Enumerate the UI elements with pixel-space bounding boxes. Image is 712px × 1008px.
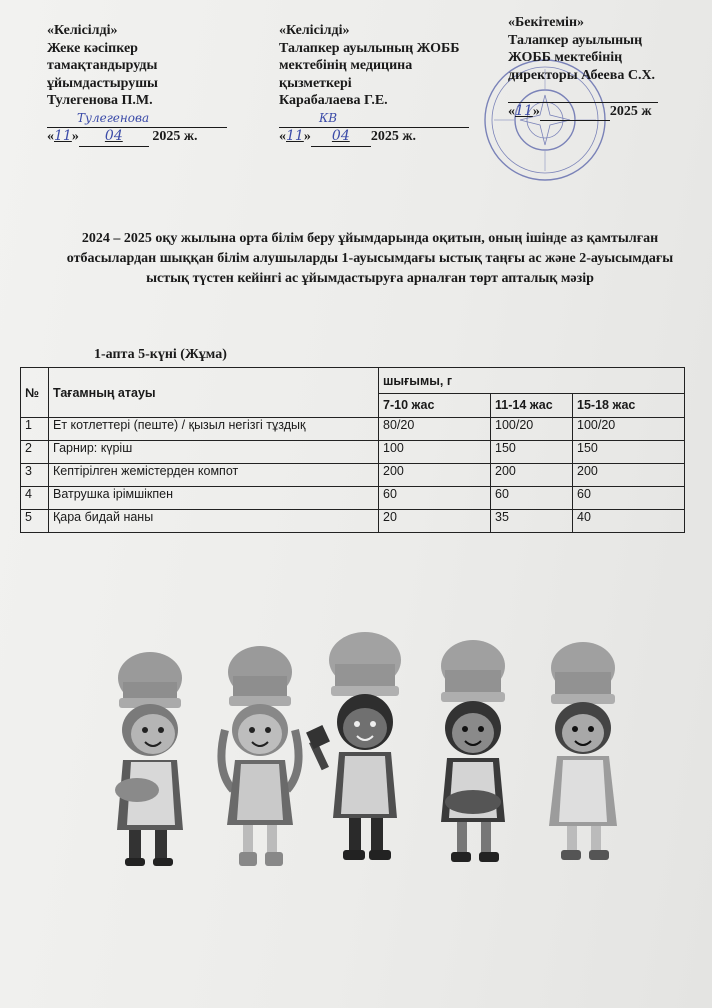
header-dish-name: Тағамның атауы [49, 368, 379, 418]
cell-yield: 150 [573, 441, 685, 464]
signature-line [279, 110, 469, 129]
approval-heading: «Келісілді» [279, 23, 350, 38]
cell-yield: 100/20 [573, 418, 685, 441]
handwritten-signature: КВ [319, 110, 338, 125]
approval-line: қызметкері [279, 75, 352, 91]
date-day: 11 [286, 128, 304, 144]
cell-dish-name: Ет котлеттері (пеште) / қызыл негізгі тұздық [49, 418, 379, 441]
header-age-group: 7-10 жас [379, 394, 491, 418]
table-row [21, 510, 685, 533]
children-chefs-illustration [95, 630, 665, 880]
date-day: 11 [54, 128, 72, 144]
cell-dish-name: Гарнир: күріш [49, 441, 379, 464]
approval-date: «11» 04 2025 ж. [279, 128, 469, 147]
date-year: 2025 ж [609, 103, 652, 119]
header-yield: шығымы, г [379, 368, 685, 394]
signature-line [508, 84, 658, 103]
cell-yield: 200 [491, 464, 573, 487]
cell-yield: 200 [379, 464, 491, 487]
date-year: 2025 ж. [370, 129, 416, 144]
approval-date: «11» 2025 ж [508, 103, 658, 122]
approval-line: тамақтандыруды [47, 58, 158, 73]
cell-yield: 100 [379, 441, 491, 464]
cell-dish-name: Кептірілген жемістерден компот [49, 464, 379, 487]
approval-line: Талапкер ауылының ЖОББ [279, 40, 460, 56]
date-day: 11 [515, 102, 533, 119]
header-number: № [21, 368, 49, 418]
approval-heading: «Келісілді» [47, 23, 118, 38]
cell-number: 4 [21, 487, 49, 510]
cell-yield: 40 [573, 510, 685, 533]
table-row [21, 418, 685, 441]
cell-yield: 200 [573, 464, 685, 487]
header-age-group: 15-18 жас [573, 394, 685, 418]
chef-child-1 [115, 652, 183, 866]
cell-yield: 35 [491, 510, 573, 533]
cell-yield: 60 [573, 487, 685, 510]
approval-line: Тулегенова П.М. [47, 93, 153, 108]
date-year: 2025 ж. [152, 129, 198, 144]
chef-child-2 [221, 646, 298, 866]
approval-line: ЖОББ мектебінің [508, 50, 623, 65]
approval-block-director [508, 14, 658, 121]
cell-number: 2 [21, 441, 49, 464]
cell-yield: 100/20 [491, 418, 573, 441]
approval-heading: «Бекітемін» [508, 15, 585, 30]
cell-yield: 60 [491, 487, 573, 510]
handwritten-signature: Тулегенова [77, 110, 150, 125]
approval-block-entrepreneur [47, 22, 227, 147]
signature-line [47, 110, 227, 129]
approval-line: мектебінің медицина [279, 58, 413, 73]
table-header-row [21, 368, 685, 394]
chef-child-4 [441, 640, 505, 862]
cell-yield: 80/20 [379, 418, 491, 441]
table-row [21, 464, 685, 487]
approval-date: «11» 04 2025 ж. [47, 128, 227, 147]
cell-yield: 60 [379, 487, 491, 510]
table-row [21, 441, 685, 464]
cell-dish-name: Қара бидай наны [49, 510, 379, 533]
approval-block-medical [279, 22, 469, 147]
cell-dish-name: Ватрушка ірімшікпен [49, 487, 379, 510]
chef-child-5 [549, 642, 617, 860]
date-month: 04 [331, 128, 350, 144]
menu-table [20, 367, 685, 533]
cell-number: 5 [21, 510, 49, 533]
cell-number: 1 [21, 418, 49, 441]
cell-yield: 20 [379, 510, 491, 533]
table-row [21, 487, 685, 510]
approval-line: Карабалаева Г.Е. [279, 93, 388, 108]
chef-child-3 [306, 632, 401, 860]
approval-line: ұйымдастырушы [47, 75, 158, 91]
cell-yield: 150 [491, 441, 573, 464]
approval-line: директоры Абеева С.Х. [508, 67, 656, 83]
header-age-group: 11-14 жас [491, 394, 573, 418]
approval-line: Талапкер ауылының [508, 32, 643, 48]
cell-number: 3 [21, 464, 49, 487]
approval-line: Жеке кәсіпкер [47, 40, 138, 56]
week-day-subtitle: 1-апта 5-күні (Жұма) [94, 347, 227, 362]
menu-title: 2024 – 2025 оқу жылына орта білім беру ұйымдарында оқитын, оның ішінде аз қамтылған отбасылардан шыққан білім алушыларды 1-ауысымдағы ыстық таңғы ас және 2-ауысымдағы ыстық түстен кейінгі ас ұйымдастыруға арналған төрт апталық мәзір [66, 231, 674, 286]
date-month: 04 [104, 128, 123, 144]
